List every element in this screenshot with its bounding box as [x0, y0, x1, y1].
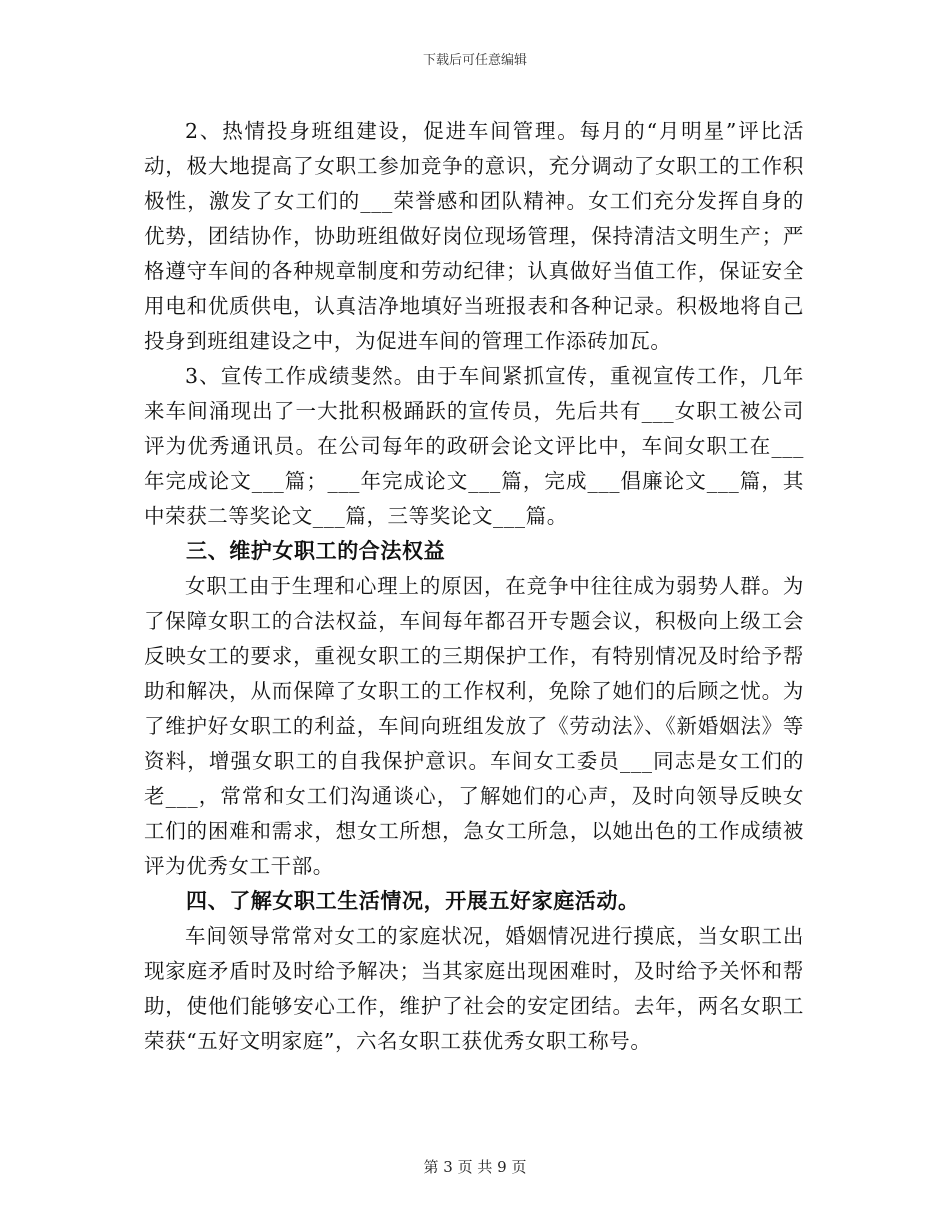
page-number: 第 3 页 共 9 页 — [423, 1158, 527, 1176]
page-header: 下载后可任意编辑 — [422, 53, 527, 68]
paragraph-family: 车间领导常常对女工的家庭状况，婚姻情况进行摸底，当女职工出现家庭矛盾时及时给予解决；当其家庭出现困难时，及时给予关怀和帮助，使他们能够安心工作，维护了社会的安定团结。去年，两名女职工荣获“五好文明家庭”，六名女职工获优秀女职工称号。 — [144, 924, 804, 1053]
section-heading-rights: 三、维护女职工的合法权益 — [186, 539, 446, 563]
document-body — [144, 114, 804, 1059]
paragraph-team-building: 2、热情投身班组建设，促进车间管理。每月的“月明星”评比活动，极大地提高了女职工参加竞争的意识，充分调动了女职工的工作积极性，激发了女工们的___荣誉感和团队精神。女工们充分发挥自身的优势，团结协作，协助班组做好岗位现场管理，保持清洁文明生产；严格遵守车间的各种规章制度和劳动纪律；认真做好当值工作，保证安全用电和优质供电，认真洁净地填好当班报表和各种记录。积极地将自己投身到班组建设之中，为促进车间的管理工作添砖加瓦。 — [144, 119, 804, 353]
section-heading-family: 四、了解女职工生活情况，开展五好家庭活动。 — [186, 889, 640, 913]
paragraph-publicity: 3、宣传工作成绩斐然。由于车间紧抓宣传，重视宣传工作，几年来车间涌现出了一大批积极踊跃的宣传员，先后共有___女职工被公司评为优秀通讯员。在公司每年的政研会论文评比中，车间女职工在___年完成论文___篇；___年完成论文___篇，完成___倡廉论文___篇，其中荣获二等奖论文___篇，三等奖论文___篇。 — [144, 364, 804, 528]
paragraph-rights: 女职工由于生理和心理上的原因，在竞争中往往成为弱势人群。为了保障女职工的合法权益，车间每年都召开专题会议，积极向上级工会反映女工的要求，重视女职工的三期保护工作，有特别情况及时给予帮助和解决，从而保障了女职工的工作权利，免除了她们的后顾之忧。为了维护好女职工的利益，车间向班组发放了《劳动法》、《新婚姻法》等资料，增强女职工的自我保护意识。车间女工委员___同志是女工们的老___，常常和女工们沟通谈心，了解她们的心声，及时向领导反映女工们的困难和需求，想女工所想，急女工所急，以她出色的工作成绩被评为优秀女工干部。 — [144, 574, 804, 878]
